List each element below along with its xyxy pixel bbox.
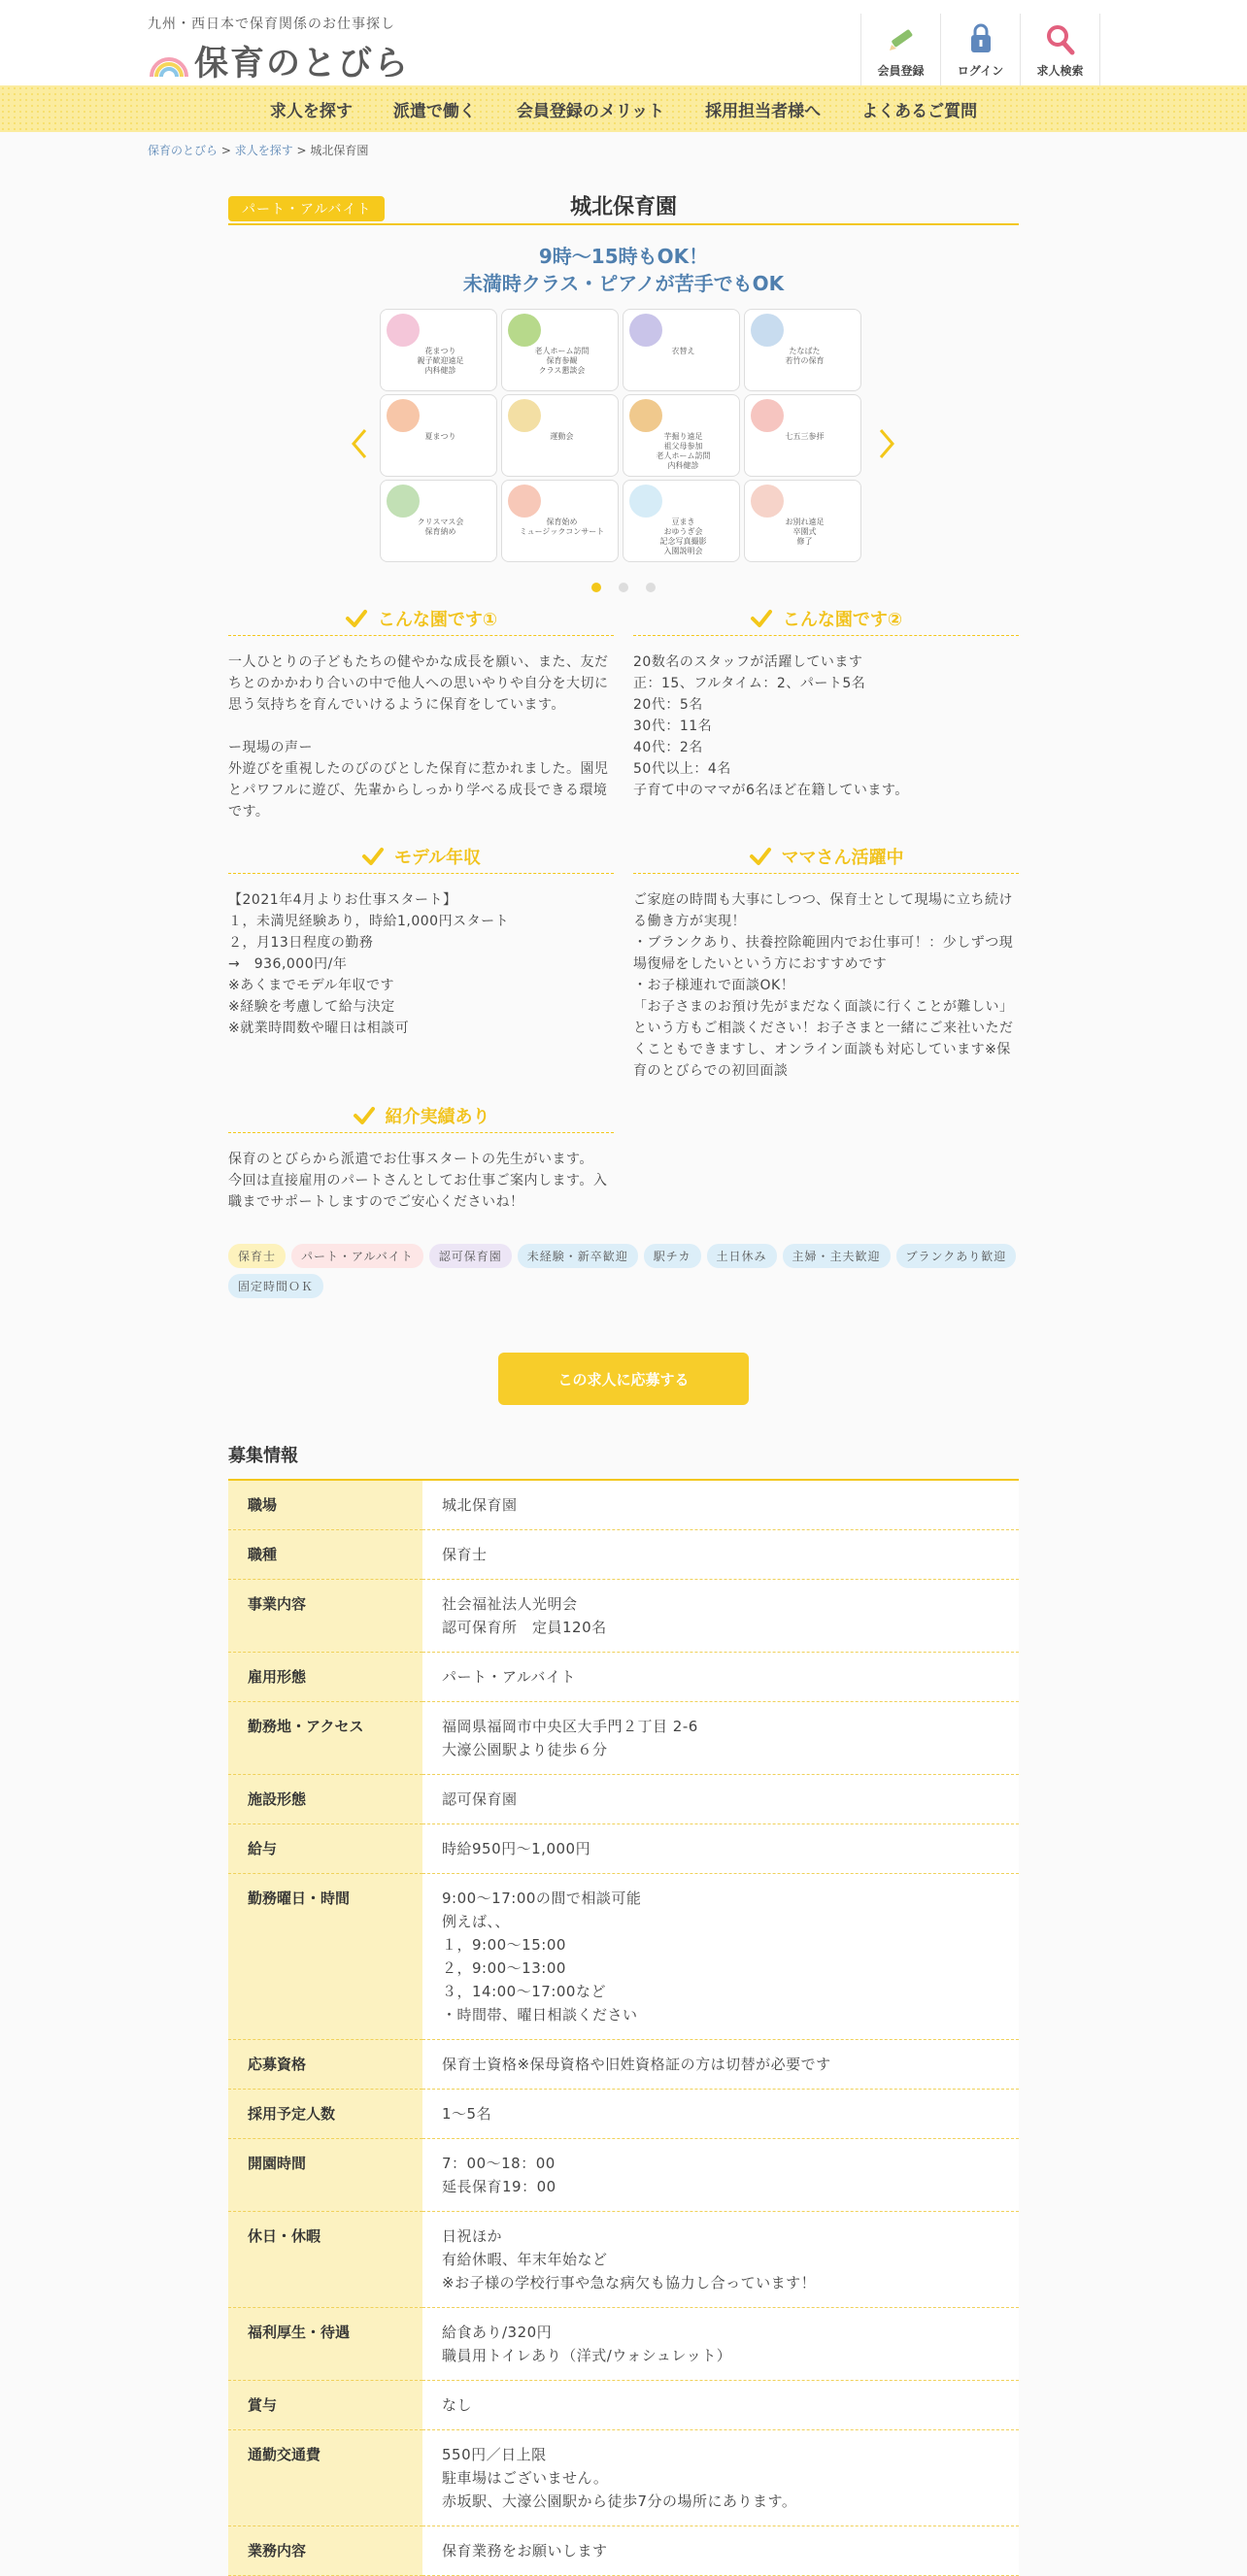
event-text: たなばた 若竹の保育 <box>785 347 825 365</box>
global-nav-item[interactable]: 求人を探す <box>269 101 353 121</box>
register-label: 会員登録 <box>877 64 925 78</box>
feature-body: 20数名のスタッフが活躍しています 正：15、フルタイム：2、パート5名 20代：5名 30代：11名 40代：2名 50代以上：4名 子育て中のママが6名ほど在籍しています。 <box>633 654 909 798</box>
event-text: 七五三参拝 <box>785 432 825 441</box>
table-row <box>228 1580 1019 1653</box>
info-label: 勤務地・アクセス <box>228 1702 422 1775</box>
table-row <box>228 2139 1019 2212</box>
event-illustration-icon <box>387 399 420 432</box>
table-row <box>228 2212 1019 2308</box>
event-card <box>501 394 619 477</box>
check-icon <box>353 1106 376 1125</box>
global-nav-item[interactable]: よくあるご質問 <box>861 101 978 121</box>
info-value: 1～5名 <box>422 2090 1019 2139</box>
check-icon <box>750 609 773 628</box>
feature-heading <box>228 844 614 874</box>
breadcrumb-sep: > <box>292 144 311 157</box>
feature-body: 【2021年4月よりお仕事スタート】 １，未満児経験あり，時給1,000円スタート ２，月13日程度の勤務 → 936,000円/年 ※あくまでモデル年収です ※経験を考慮して給与決定 ※就業時間数や曜日は相談可 <box>228 892 510 1036</box>
carousel-dot[interactable] <box>591 583 601 592</box>
info-label: 福利厚生・待遇 <box>228 2308 422 2381</box>
info-label: 事業内容 <box>228 1580 422 1653</box>
catch-copy <box>228 243 1019 297</box>
info-label: 職種 <box>228 1530 422 1580</box>
info-label: 雇用形態 <box>228 1653 422 1702</box>
breadcrumb-home[interactable]: 保育のとびら <box>148 144 219 157</box>
job-detail <box>228 190 1019 2576</box>
job-title-row <box>228 190 1019 225</box>
table-row <box>228 1702 1019 1775</box>
info-label: 賞与 <box>228 2381 422 2430</box>
info-value: パート・アルバイト <box>422 1653 1019 1702</box>
info-value: 社会福祉法人光明会 認可保育所 定員120名 <box>422 1580 1019 1653</box>
info-label: 応募資格 <box>228 2040 422 2090</box>
event-text: 豆まき おゆうぎ会 記念写真撮影 入園説明会 <box>659 518 707 555</box>
table-row <box>228 2430 1019 2526</box>
register-link[interactable] <box>861 14 941 85</box>
event-card <box>623 394 740 477</box>
table-row <box>228 2526 1019 2576</box>
table-row <box>228 1653 1019 1702</box>
job-tag: 駅チカ <box>644 1244 701 1268</box>
carousel-dot[interactable] <box>619 583 628 592</box>
info-label: 通勤交通費 <box>228 2430 422 2526</box>
info-value: 550円／日上限 駐車場はございません。 赤坂駅、大濠公園駅から徒歩7分の場所にあります。 <box>422 2430 1019 2526</box>
check-icon <box>749 847 772 866</box>
table-row <box>228 1874 1019 2040</box>
event-text: 保育始め ミュージックコンサート <box>519 518 605 536</box>
event-card <box>623 480 740 562</box>
info-value: なし <box>422 2381 1019 2430</box>
event-illustration-icon <box>387 314 420 347</box>
job-search-link[interactable] <box>1021 14 1100 85</box>
event-card <box>501 309 619 391</box>
feature-title: こんな園です① <box>377 610 498 630</box>
apply-button[interactable]: この求人に応募する <box>498 1353 749 1405</box>
search-icon <box>1043 23 1078 56</box>
login-link[interactable] <box>941 14 1021 85</box>
feature-heading <box>228 606 614 636</box>
event-text: 夏まつり <box>424 432 456 441</box>
event-text: お別れ遠足 卒園式 修了 <box>785 518 825 546</box>
event-card <box>380 394 497 477</box>
check-icon <box>345 609 368 628</box>
info-label: 開園時間 <box>228 2139 422 2212</box>
job-tag: 固定時間ＯＫ <box>228 1274 323 1298</box>
recruitment-info-heading: 募集情報 <box>228 1442 1019 1481</box>
job-tag: 主婦・主夫歓迎 <box>783 1244 891 1268</box>
info-label: 職場 <box>228 1481 422 1530</box>
chevron-right-icon[interactable] <box>877 427 896 460</box>
breadcrumb-sep: > <box>218 144 235 157</box>
global-nav-item[interactable]: 採用担当者様へ <box>705 101 822 121</box>
event-card <box>744 394 861 477</box>
catch-line-1: 9時～15時もOK！ <box>538 245 709 268</box>
tag-list <box>228 1244 1019 1298</box>
employment-badge: パート・アルバイト <box>228 196 385 221</box>
table-row <box>228 1775 1019 1824</box>
event-illustration-icon <box>629 485 662 518</box>
job-tag: 保育士 <box>228 1244 286 1268</box>
feature-section <box>633 844 1019 1082</box>
tagline: 九州・西日本で保育関係のお仕事探し <box>148 17 395 32</box>
table-row <box>228 2090 1019 2139</box>
feature-section <box>228 844 614 1082</box>
info-label: 業務内容 <box>228 2526 422 2576</box>
page-title: 城北保育園 <box>569 195 677 219</box>
event-text: 芋掘り遠足 祖父母参加 老人ホーム訪問 内科健診 <box>656 432 711 470</box>
event-text: クリスマス会 保育納め <box>417 518 464 536</box>
info-value: 城北保育園 <box>422 1481 1019 1530</box>
feature-section <box>633 606 1019 822</box>
feature-section <box>228 1103 614 1213</box>
event-illustration-icon <box>751 314 784 347</box>
job-tag: 認可保育園 <box>429 1244 512 1268</box>
feature-body: ご家庭の時間も大事にしつつ、保育士として現場に立ち続ける働き方が実現！ ・ブランクあり、扶養控除範囲内でお仕事可！：少しずつ現場復帰をしたいという方におすすめです ・お子様連れで面談OK！ 「お子さまのお預け先がまだなく面談に行くことが難しい」という方もご相談ください！お子さまと一緒にご来社いただくこともできますし、オンライン面談も対応しています※保育のとびらでの初回面談 <box>633 892 1014 1079</box>
info-value: 9:00～17:00の間で相談可能 例えば、、 １，9:00～15:00 ２，9:00～13:00 ３，14:00～17:00など ・時間帯、曜日相談ください <box>422 1874 1019 2040</box>
info-value: 保育業務をお願いします <box>422 2526 1019 2576</box>
feature-heading <box>633 844 1019 874</box>
feature-body: 一人ひとりの子どもたちの健やかな成長を願い、また、友だちとのかかわり合いの中で他人への思いやりや自分を大切に思う気持ちを育んでいけるように保育をしています。 ー現場の声ー 外遊びを重視したのびのびとした保育に惹かれました。園児とパワフルに遊び、先輩からしっかり学べる成長できる環境です。 <box>228 654 609 820</box>
job-tag: 未経験・新卒歓迎 <box>518 1244 638 1268</box>
carousel-dot[interactable] <box>646 583 656 592</box>
info-value: 日祝ほか 有給休暇、年末年始など ※お子様の学校行事や急な病欠も協力し合っています！ <box>422 2212 1019 2308</box>
event-illustration-icon <box>508 314 541 347</box>
feature-title: こんな園です② <box>782 610 903 630</box>
feature-body: 保育のとびらから派遣でお仕事スタートの先生がいます。 今回は直接雇用のパートさんとしてお仕事ご案内します。入職までサポートしますのでご安心くださいね！ <box>228 1152 608 1210</box>
info-label: 採用予定人数 <box>228 2090 422 2139</box>
info-value: 福岡県福岡市中央区大手門２丁目 2-6 大濠公園駅より徒歩６分 <box>422 1702 1019 1775</box>
breadcrumb <box>148 142 368 158</box>
feature-title: モデル年収 <box>393 848 482 868</box>
lock-icon <box>963 23 998 56</box>
table-row <box>228 1824 1019 1874</box>
event-card <box>501 480 619 562</box>
info-label: 勤務曜日・時間 <box>228 1874 422 2040</box>
table-row <box>228 1530 1019 1580</box>
site-logo[interactable] <box>148 37 410 85</box>
pencil-icon <box>884 23 919 56</box>
info-label: 給与 <box>228 1824 422 1874</box>
feature-section <box>228 606 614 822</box>
event-illustration-icon <box>508 399 541 432</box>
event-text: 運動会 <box>550 432 574 441</box>
recruitment-info-table <box>228 1481 1019 2576</box>
feature-heading <box>633 606 1019 636</box>
site-header <box>0 0 1247 85</box>
job-search-label: 求人検索 <box>1036 64 1084 78</box>
table-row <box>228 2381 1019 2430</box>
job-tag: 土日休み <box>707 1244 777 1268</box>
event-card <box>744 309 861 391</box>
info-label: 休日・休暇 <box>228 2212 422 2308</box>
event-illustration-icon <box>751 399 784 432</box>
table-row <box>228 2040 1019 2090</box>
carousel-dots <box>228 583 1019 592</box>
event-illustration-icon <box>629 314 662 347</box>
job-tag: パート・アルバイト <box>291 1244 423 1268</box>
event-text: 衣替え <box>671 347 695 355</box>
table-row <box>228 2308 1019 2381</box>
chevron-left-icon[interactable] <box>350 427 369 460</box>
global-nav-item[interactable]: 会員登録のメリット <box>516 101 665 121</box>
event-card <box>380 480 497 562</box>
global-nav <box>0 85 1247 132</box>
feature-heading <box>228 1103 614 1133</box>
logo-text: 保育のとびら <box>194 45 411 84</box>
breadcrumb-current: 城北保育園 <box>310 144 369 157</box>
event-text: 花まつり 親子歓迎遠足 内科健診 <box>417 347 464 375</box>
table-row <box>228 1481 1019 1530</box>
check-icon <box>361 847 385 866</box>
info-value: 7：00～18：00 延長保育19：00 <box>422 2139 1019 2212</box>
feature-title: 紹介実績あり <box>385 1107 490 1127</box>
feature-title: ママさん活躍中 <box>781 848 904 868</box>
global-nav-item[interactable]: 派遣で働く <box>392 101 476 121</box>
login-label: ログイン <box>957 64 1004 78</box>
header-nav <box>860 14 1100 85</box>
info-value: 保育士資格※保母資格や旧姓資格証の方は切替が必要です <box>422 2040 1019 2090</box>
event-illustration-icon <box>751 485 784 518</box>
rainbow-logo-icon <box>148 40 190 83</box>
job-tag: ブランクあり歓迎 <box>896 1244 1017 1268</box>
breadcrumb-parent[interactable]: 求人を探す <box>234 144 293 157</box>
feature-sections <box>228 606 1019 1234</box>
event-card <box>380 309 497 391</box>
event-illustration-icon <box>508 485 541 518</box>
info-label: 施設形態 <box>228 1775 422 1824</box>
info-value: 認可保育園 <box>422 1775 1019 1824</box>
event-text: 老人ホーム訪問 保育参観 クラス懇談会 <box>534 347 590 375</box>
event-illustration-icon <box>629 399 662 432</box>
info-value: 時給950円～1,000円 <box>422 1824 1019 1874</box>
carousel-grid <box>380 309 869 562</box>
info-value: 給食あり/320円 職員用トイレあり（洋式/ウォシュレット） <box>422 2308 1019 2381</box>
event-carousel <box>228 309 1019 571</box>
info-value: 保育士 <box>422 1530 1019 1580</box>
event-illustration-icon <box>387 485 420 518</box>
event-card <box>744 480 861 562</box>
catch-line-2: 未満時クラス・ピアノが苦手でもOK <box>462 272 785 295</box>
event-card <box>623 309 740 391</box>
